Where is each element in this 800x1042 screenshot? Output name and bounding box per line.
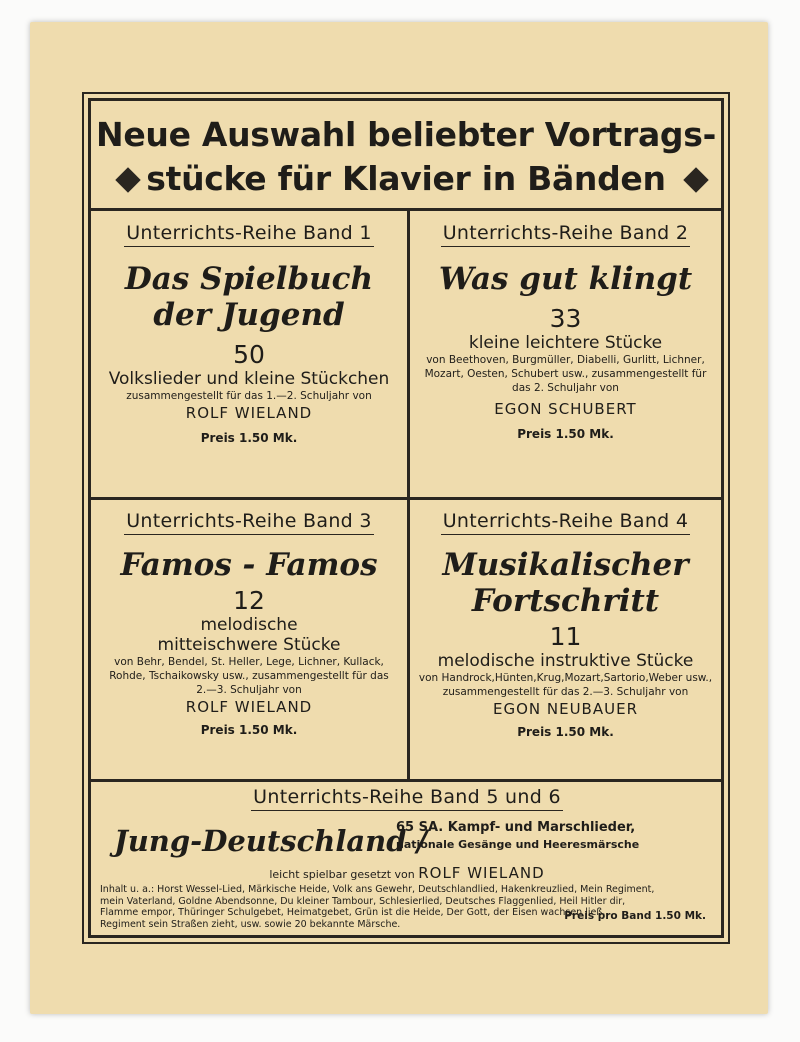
series-heading: Unterrichts-Reihe Band 1 <box>124 222 374 247</box>
book-details: zusammengestellt für das 2.—3. Schuljahr von <box>442 686 689 698</box>
header-line-2: stücke für Klavier in Bänden <box>146 159 666 198</box>
book-title: Was gut klingt <box>438 261 693 297</box>
book-subtitle: 65 SA. Kampf- und Marschlieder, <box>396 820 636 835</box>
band-1-panel <box>91 222 407 494</box>
book-title: Das Spielbuch <box>124 261 374 297</box>
author-name: ROLF WIELAND <box>185 698 313 716</box>
book-subtitle-line-2: nationale Gesänge und Heeresmärsche <box>396 838 640 851</box>
contents-line: mein Vaterland, Goldne Abendsonne, Du kleiner Tambour, Schlesierlied, Deutsches Flaggenlied, Heil Hitler dir, <box>100 895 626 907</box>
author-name: ROLF WIELAND <box>418 864 545 882</box>
price: Preis 1.50 Mk. <box>200 723 298 737</box>
band-2-panel <box>410 222 721 494</box>
series-heading: Unterrichts-Reihe Band 5 und 6 <box>251 786 563 811</box>
book-description: melodische instruktive Stücke <box>437 651 694 671</box>
book-details: das 2. Schuljahr von <box>512 382 619 394</box>
book-title-line-2: der Jugend <box>153 297 345 333</box>
book-description: Volkslieder und kleine Stückchen <box>108 369 390 389</box>
contents-line: Inhalt u. a.: Horst Wessel-Lied, Märkische Heide, Volk ans Gewehr, Deutschlandlied, Hakenkreuzlied, Mein Regiment, <box>100 884 655 895</box>
series-heading: Unterrichts-Reihe Band 2 <box>441 222 691 247</box>
author-name: EGON NEUBAUER <box>492 700 638 718</box>
contents-list <box>96 884 718 930</box>
piece-count: 11 <box>549 622 582 651</box>
set-by-label: leicht spielbar gesetzt von <box>269 868 415 881</box>
price: Preis pro Band 1.50 Mk. <box>564 909 706 922</box>
book-description-line-2: mitteischwere Stücke <box>157 635 341 655</box>
contents-line: Flamme empor, Thüringer Schulgebet, Heimatgebet, Grün ist die Heide, Der Gott, der Eisen wachsen ließ, <box>100 907 606 918</box>
book-title: Jung-Deutschland / <box>114 824 428 858</box>
book-details: zusammengestellt für das 1.—2. Schuljahr von <box>126 390 372 402</box>
piece-count: 33 <box>549 304 582 333</box>
author-name: ROLF WIELAND <box>185 404 313 422</box>
author-name: EGON SCHUBERT <box>494 400 637 418</box>
band-3-panel <box>91 510 407 778</box>
book-details: 2.—3. Schuljahr von <box>196 684 302 696</box>
band-4-panel <box>410 510 721 778</box>
series-heading: Unterrichts-Reihe Band 3 <box>124 510 374 535</box>
contents-line: Regiment sein Straßen zieht, usw. sowie 20 bekannte Märsche. <box>100 918 401 930</box>
piece-count: 50 <box>233 340 265 369</box>
book-details: Rohde, Tschaikowsky usw., zusammengestellt für das <box>109 670 389 682</box>
grid-divider-horizontal <box>91 779 721 782</box>
book-details: von Beethoven, Burgmüller, Diabelli, Gurlitt, Lichner, <box>426 354 705 366</box>
book-title: Famos - Famos <box>120 547 378 583</box>
book-title: Musikalischer <box>442 547 689 583</box>
price: Preis 1.50 Mk. <box>517 725 614 739</box>
book-details: von Handrock,Hünten,Krug,Mozart,Sartorio,Weber usw., <box>418 672 713 684</box>
header-line-1: Neue Auswahl beliebter Vortrags- <box>96 115 716 154</box>
series-heading: Unterrichts-Reihe Band 4 <box>441 510 691 535</box>
book-details: von Behr, Bendel, St. Heller, Lege, Lichner, Kullack, <box>114 656 384 668</box>
book-details: Mozart, Oesten, Schubert usw., zusammengestellt für <box>424 368 707 380</box>
book-description: kleine leichtere Stücke <box>468 333 663 353</box>
band-5-6-panel <box>96 786 718 934</box>
header <box>91 101 721 211</box>
book-description: melodische <box>200 615 298 635</box>
price: Preis 1.50 Mk. <box>517 427 614 441</box>
price: Preis 1.50 Mk. <box>200 431 298 445</box>
book-title-line-2: Fortschritt <box>471 583 660 619</box>
piece-count: 12 <box>233 586 265 615</box>
grid-divider-horizontal <box>91 497 721 500</box>
